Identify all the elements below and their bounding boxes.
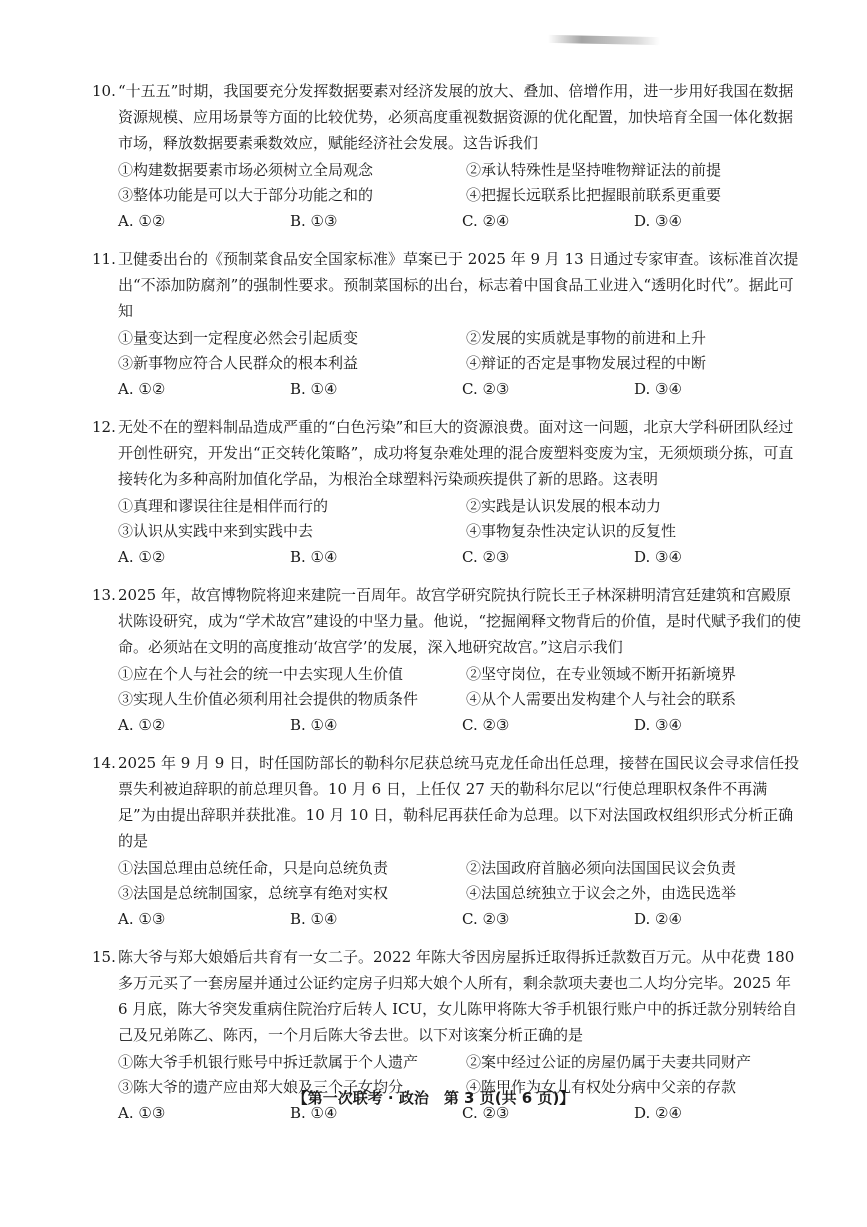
answer-choice-c: C. ②③ (462, 1104, 510, 1122)
statement-option: ②发展的实质就是事物的前进和上升 (466, 329, 707, 347)
question-number: 11. (92, 250, 116, 268)
statement-option: ③实现人生价值必须利用社会提供的物质条件 (118, 690, 419, 708)
question-11 (92, 246, 804, 402)
question-number: 15. (92, 948, 116, 966)
question-number: 12. (92, 418, 116, 436)
statement-options (92, 494, 804, 544)
answer-choice-b: B. ①④ (290, 548, 338, 566)
answer-choices (92, 377, 804, 402)
answer-choice-d: D. ②④ (634, 910, 682, 928)
question-number: 10. (92, 82, 116, 100)
question-stem: 2025 年 9 月 9 日，时任国防部长的勒科尔尼获总统马克龙任命出任总理，接替在国民议会寻求信任投票失利被迫辞职的前总理贝鲁。10 月 6 日，上任仅 27 天的勒科尔尼以“行使总理职权条件不再满足”为由提出辞职并获批准。10 月 10 日，勒科尼再获任命为总理。以下对法国政权组织形式分析正确的是 (118, 754, 800, 850)
statement-option: ④陈甲作为女儿有权处分病中父亲的存款 (466, 1078, 737, 1096)
page-footer: 【第一次联考 · 政治 第 3 页(共 6 页)】 (292, 1089, 575, 1107)
statement-options (92, 326, 804, 376)
statement-option: ④把握长远联系比把握眼前联系更重要 (466, 186, 722, 204)
question-stem: 2025 年，故宫博物院将迎来建院一百周年。故宫学研究院执行院长王子林深耕明清宫廷建筑和宫殿原状陈设研究，成为“学术故宫”建设的中坚力量。他说，“挖掘阐释文物背后的价值，是时代赋予我们的使命。必须站在文明的高度推动‘故宫学’的发展，深入地研究故宫。”这启示我们 (118, 586, 802, 656)
statement-option: ①陈大爷手机银行账号中拆迁款属于个人遗产 (118, 1053, 419, 1071)
statement-option: ①真理和谬误往往是相伴而行的 (118, 497, 329, 515)
statement-option: ②坚守岗位，在专业领域不断开拓新境界 (466, 665, 737, 683)
question-14 (92, 750, 804, 932)
question-number: 14. (92, 754, 116, 772)
answer-choice-c: C. ②③ (462, 910, 510, 928)
answer-choice-d: D. ③④ (634, 716, 682, 734)
statement-option: ①量变达到一定程度必然会引起质变 (118, 329, 359, 347)
question-10 (92, 78, 804, 234)
answer-choices (92, 907, 804, 932)
question-stem: 陈大爷与郑大娘婚后共育有一女二子。2022 年陈大爷因房屋拆迁取得拆迁款数百万元。从中花费 180 多万元买了一套房屋并通过公证约定房子归郑大娘个人所有，剩余款项夫妻也二人均分完毕。2025 年 6 月底，陈大爷突发重病住院治疗后转人 ICU，女儿陈甲将陈大爷手机银行账户中的拆迁款分别转给自己及兄弟陈乙、陈丙，一个月后陈大爷去世。以下对该案分析正确的是 (118, 948, 798, 1044)
answer-choice-d: D. ③④ (634, 212, 682, 230)
answer-choices (92, 209, 804, 234)
statement-option: ④法国总统独立于议会之外，由选民选举 (466, 884, 737, 902)
answer-choice-a: A. ①② (118, 380, 166, 398)
answer-choice-a: A. ①③ (118, 1104, 166, 1122)
statement-options (92, 856, 804, 906)
statement-option: ①构建数据要素市场必须树立全局观念 (118, 161, 374, 179)
answer-choice-d: D. ③④ (634, 380, 682, 398)
answer-choice-b: B. ①③ (290, 212, 338, 230)
statement-option: ③认识从实践中来到实践中去 (118, 522, 314, 540)
question-stem: “十五五”时期，我国要充分发挥数据要素对经济发展的放大、叠加、倍增作用，进一步用好我国在数据资源规模、应用场景等方面的比较优势，必须高度重视数据资源的优化配置，加快培育全国一体化数据市场，释放数据要素乘数效应，赋能经济社会发展。这告诉我们 (118, 82, 794, 152)
answer-choice-a: A. ①③ (118, 910, 166, 928)
question-12 (92, 414, 804, 570)
question-stem: 卫健委出台的《预制菜食品安全国家标准》草案已于 2025 年 9 月 13 日通过专家审查。该标准首次提出“不添加防腐剂”的强制性要求。预制菜国标的出台，标志着中国食品工业进入“透明化时代”。据此可知 (118, 250, 799, 320)
answer-choice-c: C. ②③ (462, 716, 510, 734)
statement-option: ③新事物应符合人民群众的根本利益 (118, 354, 359, 372)
answer-choice-a: A. ①② (118, 212, 166, 230)
answer-choice-a: A. ①② (118, 548, 166, 566)
answer-choices (92, 713, 804, 738)
statement-option: ③整体功能是可以大于部分功能之和的 (118, 186, 374, 204)
statement-option: ①法国总理由总统任命，只是向总统负责 (118, 859, 389, 877)
question-list (92, 78, 804, 1138)
question-13 (92, 582, 804, 738)
answer-choices (92, 545, 804, 570)
question-number: 13. (92, 586, 116, 604)
statement-option: ③陈大爷的遗产应由郑大娘及三个子女均分 (118, 1078, 404, 1096)
statement-option: ①应在个人与社会的统一中去实现人生价值 (118, 665, 404, 683)
statement-option: ②法国政府首脑必须向法国国民议会负责 (466, 859, 737, 877)
answer-choice-d: D. ③④ (634, 548, 682, 566)
statement-option: ④从个人需要出发构建个人与社会的联系 (466, 690, 737, 708)
answer-choice-d: D. ②④ (634, 1104, 682, 1122)
question-stem: 无处不在的塑料制品造成严重的“白色污染”和巨大的资源浪费。面对这一问题，北京大学科研团队经过开创性研究，开发出“正交转化策略”，成功将复杂难处理的混合废塑料变废为宝，无须烦琐分拣，可直接转化为多种高附加值化学品，为根治全球塑料污染顽疾提供了新的思路。这表明 (118, 418, 794, 488)
statement-option: ③法国是总统制国家，总统享有绝对实权 (118, 884, 389, 902)
answer-choice-b: B. ①④ (290, 380, 338, 398)
answer-choice-c: C. ②③ (462, 548, 510, 566)
answer-choice-c: C. ②③ (462, 380, 510, 398)
statement-options (92, 158, 804, 208)
statement-option: ④事物复杂性决定认识的反复性 (466, 522, 677, 540)
statement-option: ②案中经过公证的房屋仍属于夫妻共同财产 (466, 1053, 752, 1071)
statement-option: ④辩证的否定是事物发展过程的中断 (466, 354, 707, 372)
scan-smudge (548, 35, 660, 45)
answer-choice-a: A. ①② (118, 716, 166, 734)
answer-choice-b: B. ①④ (290, 716, 338, 734)
statement-option: ②实践是认识发展的根本动力 (466, 497, 662, 515)
answer-choice-b: B. ①④ (290, 1104, 338, 1122)
statement-option: ②承认特殊性是坚持唯物辩证法的前提 (466, 161, 722, 179)
answer-choice-b: B. ①④ (290, 910, 338, 928)
statement-options (92, 662, 804, 712)
answer-choice-c: C. ②④ (462, 212, 510, 230)
